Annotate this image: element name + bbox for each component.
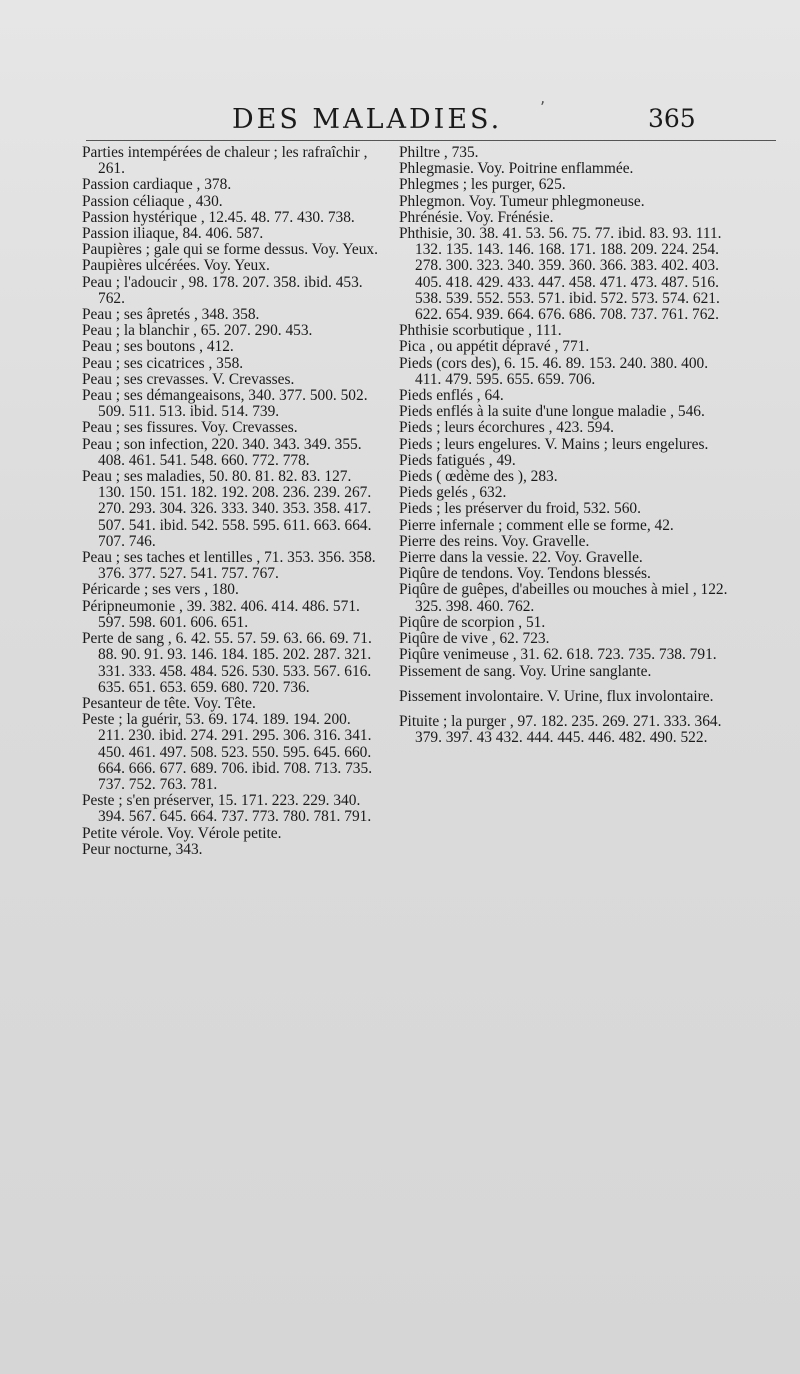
index-entry: Peur nocturne, 343. <box>82 840 203 858</box>
index-entry: Peau ; ses cicatrices , 358. <box>82 354 244 372</box>
index-entry: Phthisie, 30. 38. 41. 53. 56. 75. 77. ibid. 83. 93. 111. 132. 135. 143. 146. 168. 171. 188. 209. 224. 254. 278. 300. 323. 340. 359. 360. 366. 383. 402. 403. 405. 418. 429. 433. 447. 458. 471. 473. 487. 516. 538. 539. 552. 553. 571. ibid. 572. 573. 574. 621. 622. 654. 939. 664. 676. 686. 708. 737. 761. 762. <box>399 225 722 324</box>
index-entry: Piqûre de scorpion , 51. <box>399 613 546 631</box>
index-entry: Paupières ulcérées. Voy. Yeux. <box>82 257 270 275</box>
index-entry: Phlegmes ; les purger, 625. <box>399 176 566 194</box>
index-entry: Pesanteur de tête. Voy. Tête. <box>82 694 256 712</box>
index-entry: Pissement involontaire. V. Urine, flux involontaire. <box>399 687 714 705</box>
index-entry: Peau ; son infection, 220. 340. 343. 349. 355. 408. 461. 541. 548. 660. 772. 778. <box>82 435 362 469</box>
running-title: DES MALADIES. <box>232 104 503 135</box>
index-entry: Peau ; l'adoucir , 98. 178. 207. 358. ibid. 453. 762. <box>82 273 363 307</box>
index-entry: Paupières ; gale qui se forme dessus. Voy. Yeux. <box>82 241 378 259</box>
index-entry: Pieds ; les préserver du froid, 532. 560. <box>399 500 641 518</box>
index-entry: Pierre dans la vessie. 22. Voy. Gravelle. <box>399 549 643 567</box>
page-number: 365 <box>648 104 696 133</box>
page-header <box>0 104 800 144</box>
index-entry: Philtre , 735. <box>399 144 479 161</box>
index-entry: Pieds fatigués , 49. <box>399 451 516 469</box>
index-entry: Pica , ou appétit dépravé , 771. <box>399 338 590 356</box>
index-entry: Pieds enflés , 64. <box>399 387 504 405</box>
index-entry: Péripneumonie , 39. 382. 406. 414. 486. 571. 597. 598. 601. 606. 651. <box>82 597 360 631</box>
index-entry: Passion cardiaque , 378. <box>82 176 232 194</box>
index-entry: Piqûre de tendons. Voy. Tendons blessés. <box>399 565 651 583</box>
index-entry: Phlegmon. Voy. Tumeur phlegmoneuse. <box>399 192 645 210</box>
index-entry: Peau ; ses démangeaisons, 340. 377. 500. 502. 509. 511. 513. ibid. 514. 739. <box>82 387 368 421</box>
index-entry: Peau ; ses taches et lentilles , 71. 353. 356. 358. 376. 377. 527. 541. 757. 767. <box>82 549 376 583</box>
index-entry: Pissement de sang. Voy. Urine sanglante. <box>399 662 652 680</box>
header-rule <box>86 140 776 141</box>
index-entry: Pieds ; leurs engelures. V. Mains ; leurs engelures. <box>399 435 709 453</box>
index-entry: Pieds enflés à la suite d'une longue maladie , 546. <box>399 403 705 421</box>
index-entry: Passion iliaque, 84. 406. 587. <box>82 225 264 243</box>
ink-mark: ‚ <box>540 88 546 107</box>
index-entry: Pieds ; leurs écorchures , 423. 594. <box>399 419 614 437</box>
index-entry: Peau ; ses crevasses. V. Crevasses. <box>82 370 295 388</box>
index-entry: Péricarde ; ses vers , 180. <box>82 581 239 599</box>
index-entry: Peste ; la guérir, 53. 69. 174. 189. 194. 200. 211. 230. ibid. 274. 291. 295. 306. 316. 341. 450. 461. 497. 508. 523. 550. 595. 645. 660. 664. 666. 677. 689. 706. ibid. 708. 713. 735. 737. 752. 763. 781. <box>82 711 373 793</box>
index-entry: Piqûre venimeuse , 31. 62. 618. 723. 735. 738. 791. <box>399 646 717 664</box>
index-entry: Piqûre de guêpes, d'abeilles ou mouches à miel , 122. 325. 398. 460. 762. <box>399 581 728 615</box>
index-entry: Piqûre de vive , 62. 723. <box>399 630 550 648</box>
index-entry: Pituite ; la purger , 97. 182. 235. 269. 271. 333. 364. 379. 397. 43 432. 444. 445. 446. 482. 490. 522. <box>399 712 722 747</box>
index-entry: Pierre infernale ; comment elle se forme, 42. <box>399 516 674 534</box>
index-entry: Peau ; la blanchir , 65. 207. 290. 453. <box>82 322 313 340</box>
index-entry: Parties intempérées de chaleur ; les rafraîchir , 261. <box>82 144 368 178</box>
index-entry: Phlegmasie. Voy. Poitrine enflammée. <box>399 160 634 178</box>
index-entry: Passion céliaque , 430. <box>82 192 223 210</box>
index-entry: Petite vérole. Voy. Vérole petite. <box>82 824 282 842</box>
index-entry: Pieds ( œdème des ), 283. <box>399 468 558 486</box>
index-entry: Peau ; ses boutons , 412. <box>82 338 234 356</box>
index-entry: Peau ; ses fissures. Voy. Crevasses. <box>82 419 298 437</box>
left-index-column <box>82 145 380 858</box>
index-entry: Pieds gelés , 632. <box>399 484 507 502</box>
index-entry: Phrénésie. Voy. Frénésie. <box>399 208 554 226</box>
index-entry: Perte de sang , 6. 42. 55. 57. 59. 63. 66. 69. 71. 88. 90. 91. 93. 146. 184. 185. 202. 287. 321. 331. 333. 458. 484. 526. 530. 533. 567. 616. 635. 651. 653. 659. 680. 720. 736. <box>82 630 372 696</box>
index-entry: Phthisie scorbutique , 111. <box>399 322 562 340</box>
index-entry: Peau ; ses maladies, 50. 80. 81. 82. 83. 127. 130. 150. 151. 182. 192. 208. 236. 239. 267. 270. 293. 304. 326. 333. 340. 353. 358. 417. 507. 541. ibid. 542. 558. 595. 611. 663. 664. 707. 746. <box>82 468 372 550</box>
index-entry: Passion hystérique , 12.45. 48. 77. 430. 738. <box>82 208 355 226</box>
index-entry: Pieds (cors des), 6. 15. 46. 89. 153. 240. 380. 400. 411. 479. 595. 655. 659. 706. <box>399 354 709 388</box>
right-index-column <box>399 145 731 746</box>
index-entry: Peau ; ses âpretés , 348. 358. <box>82 306 260 324</box>
index-entry: Peste ; s'en préserver, 15. 171. 223. 229. 340. 394. 567. 645. 664. 737. 773. 780. 781. 791. <box>82 792 372 826</box>
index-entry: Pierre des reins. Voy. Gravelle. <box>399 532 590 550</box>
